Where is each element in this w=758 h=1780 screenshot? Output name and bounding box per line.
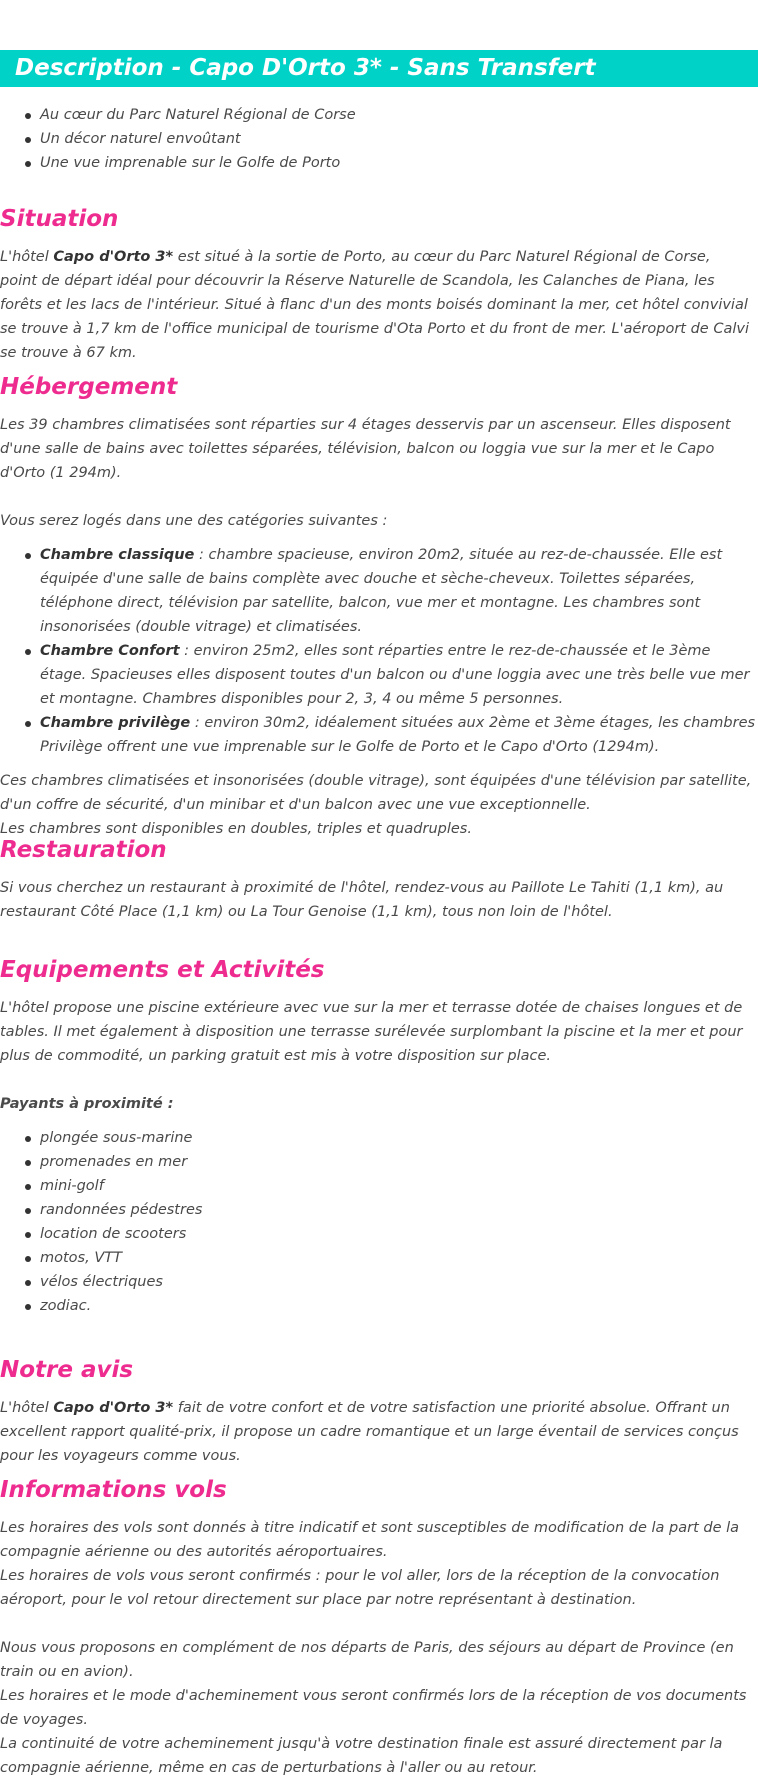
restauration-text: Si vous cherchez un restaurant à proximité de l'hôtel, rendez-vous au Paillote Le Tahiti (1,1 km), au restaurant Côté Place (1,1 km) ou La Tour Genoise (1,1 km), tous non loin de l'hôtel. — [0, 880, 724, 920]
avis-text: L'hôtel Capo d'Orto 3* fait de votre confort et de votre satisfaction une priorité absolue. Offrant un excellent rapport qualité-prix, il propose un cadre romantique et un large éventail de services conçus pour les voyageurs comme vous. — [0, 1400, 739, 1464]
list-item: location de scooters — [0, 1222, 758, 1246]
section-avis — [0, 1355, 758, 1468]
heading-equipements: Equipements et Activités — [0, 957, 325, 983]
list-item: Chambre privilège : environ 30m2, idéalement situées aux 2ème et 3ème étages, les chambres Privilège offrent une vue imprenable sur le Golfe de Porto et le Capo d'Orto (1294m). — [0, 711, 758, 759]
room-name: Chambre privilège — [40, 715, 191, 731]
vols-text-1: Les horaires des vols sont donnés à titre indicatif et sont susceptibles de modification de la part de la compagnie aérienne ou des autorités aéroportuaires. Les horaires de vols vous seront confirmés : pour le vol aller, lors de la réception de la convocation aéroport, pour le vol retour directement sur place par notre représentant à destination. — [0, 1520, 740, 1608]
list-item: mini-golf — [0, 1174, 758, 1198]
heading-situation: Situation — [0, 206, 119, 232]
page-title: Description - Capo D'Orto 3* - Sans Transfert — [15, 55, 596, 81]
situation-text: L'hôtel Capo d'Orto 3* est situé à la sortie de Porto, au cœur du Parc Naturel Régional de Corse, point de départ idéal pour découvrir la Réserve Naturelle de Scandola, les Calanches de Piana, les forêts et les lacs de l'intérieur. Situé à flanc d'un des monts boisés dominant la mer, cet hôtel convivial se trouve à 1,7 km de l'office municipal de tourisme d'Ota Porto et du front de mer. L'aéroport de Calvi se trouve à 67 km. — [0, 249, 749, 361]
title-banner — [0, 50, 758, 87]
vols-text-2: Nous vous proposons en complément de nos départs de Paris, des séjours au départ de Province (en train ou en avion). Les horaires et le mode d'acheminement vous seront confirmés lors de la réception de vos documents de voyages. La continuité de votre acheminement jusqu'à votre destination finale est assuré directement par la compagnie aérienne, même en cas de perturbations à l'aller ou au retour. — [0, 1640, 747, 1776]
list-item: Une vue imprenable sur le Golfe de Porto — [0, 151, 758, 175]
list-item: zodiac. — [0, 1294, 758, 1318]
highlights-list — [0, 103, 758, 175]
list-item: motos, VTT — [0, 1246, 758, 1270]
section-hebergement — [0, 372, 758, 841]
heading-vols: Informations vols — [0, 1477, 227, 1503]
list-item: Au cœur du Parc Naturel Régional de Corse — [0, 103, 758, 127]
list-item: plongée sous-marine — [0, 1126, 758, 1150]
room-name: Chambre classique — [40, 547, 195, 563]
list-item: Chambre classique : chambre spacieuse, environ 20m2, située au rez-de-chaussée. Elle est équipée d'une salle de bains complète avec douche et sèche-cheveux. Toilettes séparées, téléphone direct, télévision par satellite, balcon, vue mer et montagne. Les chambres sont insonorisées (double vitrage) et climatisées. — [0, 543, 758, 639]
categories-intro: Vous serez logés dans une des catégories suivantes : — [0, 513, 388, 529]
heading-hebergement: Hébergement — [0, 374, 178, 400]
hebergement-outro: Ces chambres climatisées et insonorisées (double vitrage), sont équipées d'une télévision par satellite, d'un coffre de sécurité, d'un minibar et d'un balcon avec une vue exceptionnelle. Les chambres sont disponibles en doubles, triples et quadruples. — [0, 773, 752, 837]
hotel-name: Capo d'Orto 3* — [53, 249, 174, 265]
heading-restauration: Restauration — [0, 837, 167, 863]
equipements-text: L'hôtel propose une piscine extérieure avec vue sur la mer et terrasse dotée de chaises longues et de tables. Il met également à disposition une terrasse surélevée surplombant la piscine et la mer et pour plus de commodité, un parking gratuit est mis à votre disposition sur place. — [0, 1000, 743, 1064]
hotel-name: Capo d'Orto 3* — [53, 1400, 174, 1416]
list-item: promenades en mer — [0, 1150, 758, 1174]
list-item: vélos électriques — [0, 1270, 758, 1294]
room-name: Chambre Confort — [40, 643, 180, 659]
list-item: Un décor naturel envoûtant — [0, 127, 758, 151]
section-restauration — [0, 835, 758, 924]
room-list — [0, 543, 758, 759]
heading-avis: Notre avis — [0, 1357, 134, 1383]
payants-label: Payants à proximité : — [0, 1096, 174, 1112]
hebergement-intro: Les 39 chambres climatisées sont réparties sur 4 étages desservis par un ascenseur. Elles disposent d'une salle de bains avec toilettes séparées, télévision, balcon ou loggia vue sur la mer et le Capo d'Orto (1 294m). — [0, 417, 731, 481]
section-equipements — [0, 955, 758, 1318]
section-situation — [0, 204, 758, 365]
section-vols — [0, 1475, 758, 1780]
list-item: randonnées pédestres — [0, 1198, 758, 1222]
list-item: Chambre Confort : environ 25m2, elles sont réparties entre le rez-de-chaussée et le 3ème étage. Spacieuses elles disposent toutes d'un balcon ou d'une loggia avec une très belle vue mer et montagne. Chambres disponibles pour 2, 3, 4 ou même 5 personnes. — [0, 639, 758, 711]
activities-list — [0, 1126, 758, 1318]
